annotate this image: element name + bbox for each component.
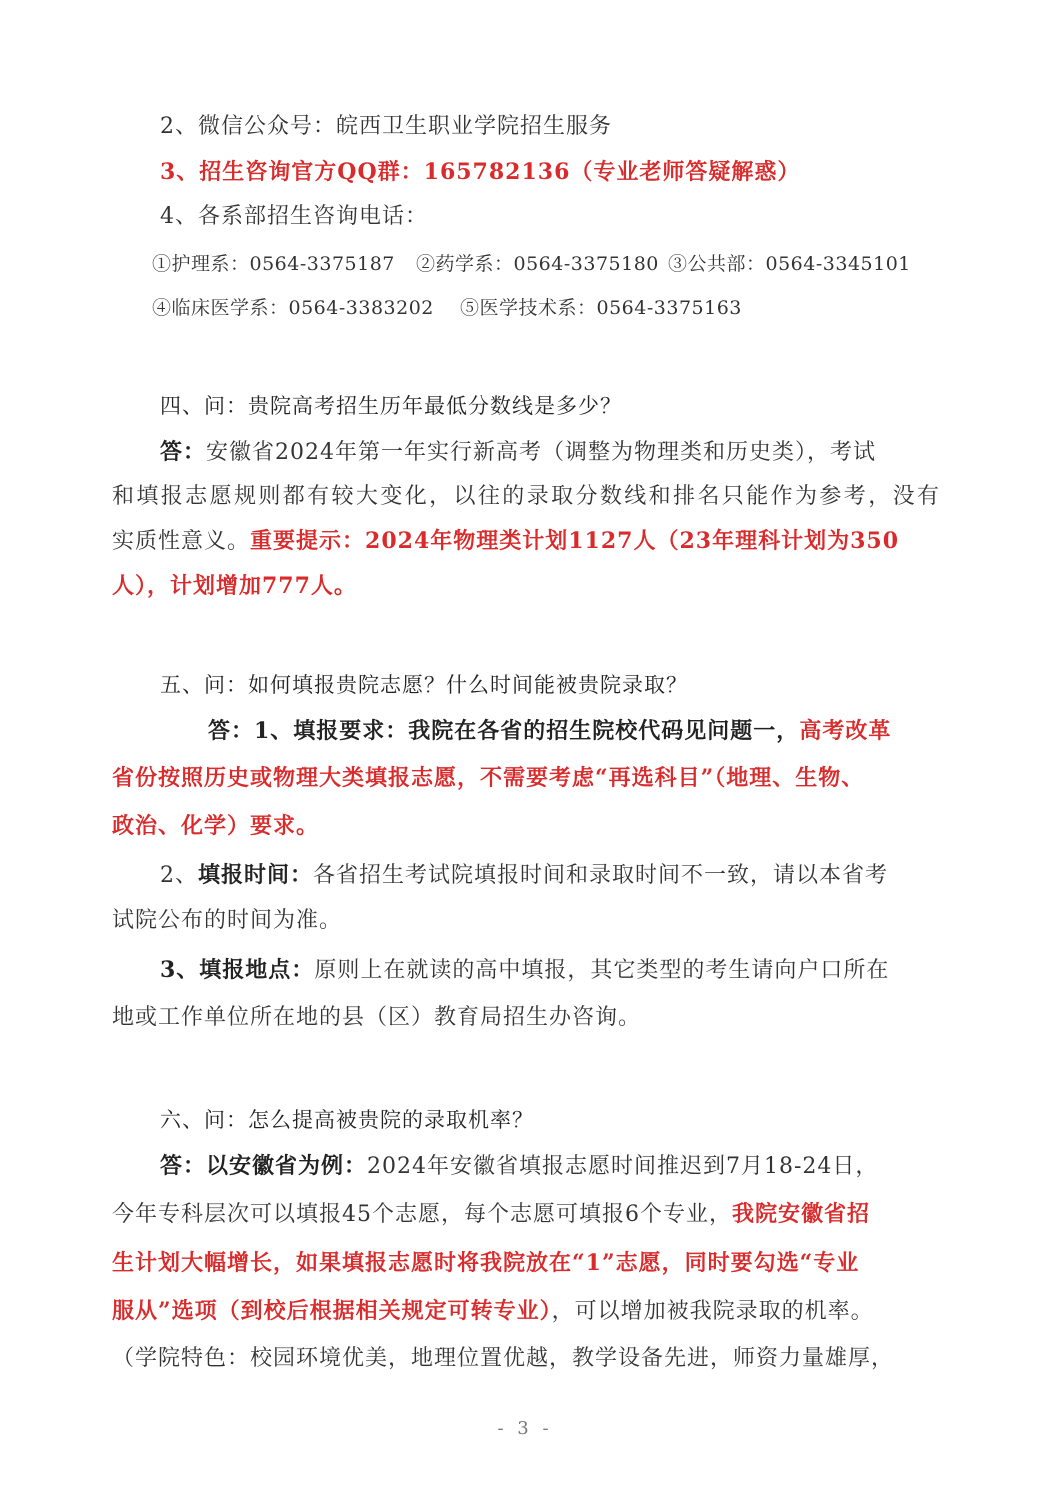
q5-p2-line-2: 试院公布的时间为准。 xyxy=(112,908,343,933)
q4-answer-line-3 xyxy=(112,526,899,557)
question-4: 四、问：贵院高考招生历年最低分数线是多少？ xyxy=(160,394,622,418)
q6-line-5: （学院特色：校园环境优美，地理位置优越，教学设备先进，师资力量雄厚， xyxy=(112,1346,895,1371)
q5-p3-line-1 xyxy=(160,955,889,986)
phone-public-dept: ③公共部：0564-3345101 xyxy=(668,253,911,275)
phone-clinical: ④临床医学系：0564-3383202 xyxy=(152,297,434,319)
q4-important-note: 重要提示：2024年物理类计划1127人（23年理科计划为350 xyxy=(250,528,900,554)
q4-answer-line-1 xyxy=(160,437,940,468)
q5-p2-text: 各省招生考试院填报时间和录取时间不一致，请以本省考 xyxy=(313,863,889,888)
q5-requirement: 答：1、填报要求：我院在各省的招生院校代码见问题一， xyxy=(208,718,800,744)
q6-line-3: 生计划大幅增长，如果填报志愿时将我院放在“1”志愿，同时要勾选“专业 xyxy=(112,1250,860,1276)
q6-line-1 xyxy=(160,1151,878,1182)
q5-p1-line-1 xyxy=(208,716,891,747)
q6-highlight: 我院安徽省招 xyxy=(732,1201,871,1227)
q5-p3-label: 3、填报地点： xyxy=(160,957,315,983)
q5-p3-line-2: 地或工作单位所在地的县（区）教育局招生办咨询。 xyxy=(112,1005,642,1030)
q4-answer-text: 安徽省2024年第一年实行新高考（调整为物理类和历史类），考试 xyxy=(206,440,877,465)
q6-answer-label: 答：以安徽省为例： xyxy=(160,1153,368,1179)
q4-answer-line-2: 和填报志愿规则都有较大变化，以往的录取分数线和排名只能作为参考，没有 xyxy=(112,484,940,509)
q6-text: 2024年安徽省填报志愿时间推迟到7月18-24日， xyxy=(367,1154,879,1179)
phone-medtech: ⑤医学技术系：0564-3375163 xyxy=(460,297,742,319)
q5-p1-line-3: 政治、化学）要求。 xyxy=(112,813,320,839)
q6-highlight: 服从”选项（到校后根据相关规定可转专业） xyxy=(112,1298,552,1324)
q5-p2-line-1 xyxy=(160,860,888,891)
qq-group-line: 3、招生咨询官方QQ群：165782136（专业老师答疑解惑） xyxy=(160,159,801,185)
q4-answer-line-4: 人），计划增加777人。 xyxy=(112,573,357,599)
question-5: 五、问：如何填报贵院志愿？什么时间能被贵院录取？ xyxy=(160,673,688,697)
q6-text: 今年专科层次可以填报45个志愿，每个志愿可填报6个专业， xyxy=(112,1202,732,1227)
q5-p3-text: 原则上在就读的高中填报，其它类型的考生请向户口所在 xyxy=(314,958,890,983)
q4-text: 实质性意义。 xyxy=(112,529,251,554)
wechat-line: 2、微信公众号：皖西卫生职业学院招生服务 xyxy=(160,114,612,139)
answer-label: 答： xyxy=(160,439,207,465)
dept-phone-heading: 4、各系部招生咨询电话： xyxy=(160,204,428,229)
question-6: 六、问：怎么提高被贵院的录取机率？ xyxy=(160,1108,534,1132)
q6-line-2 xyxy=(112,1199,870,1230)
phone-pharmacy: ②药学系：0564-3375180 xyxy=(416,253,659,275)
phone-nursing: ①护理系：0564-3375187 xyxy=(152,253,395,275)
q5-p1-line-2: 省份按照历史或物理大类填报志愿，不需要考虑“再选科目”（地理、生物、 xyxy=(112,765,865,791)
q5-reform-note: 高考改革 xyxy=(799,718,892,744)
q6-line-4 xyxy=(112,1296,874,1327)
q6-text: ，可以增加被我院录取的机率。 xyxy=(551,1299,874,1324)
q5-p2-label: 填报时间： xyxy=(198,862,314,888)
page-number: - 3 - xyxy=(497,1418,553,1439)
q5-p2-prefix: 2、 xyxy=(160,863,198,888)
